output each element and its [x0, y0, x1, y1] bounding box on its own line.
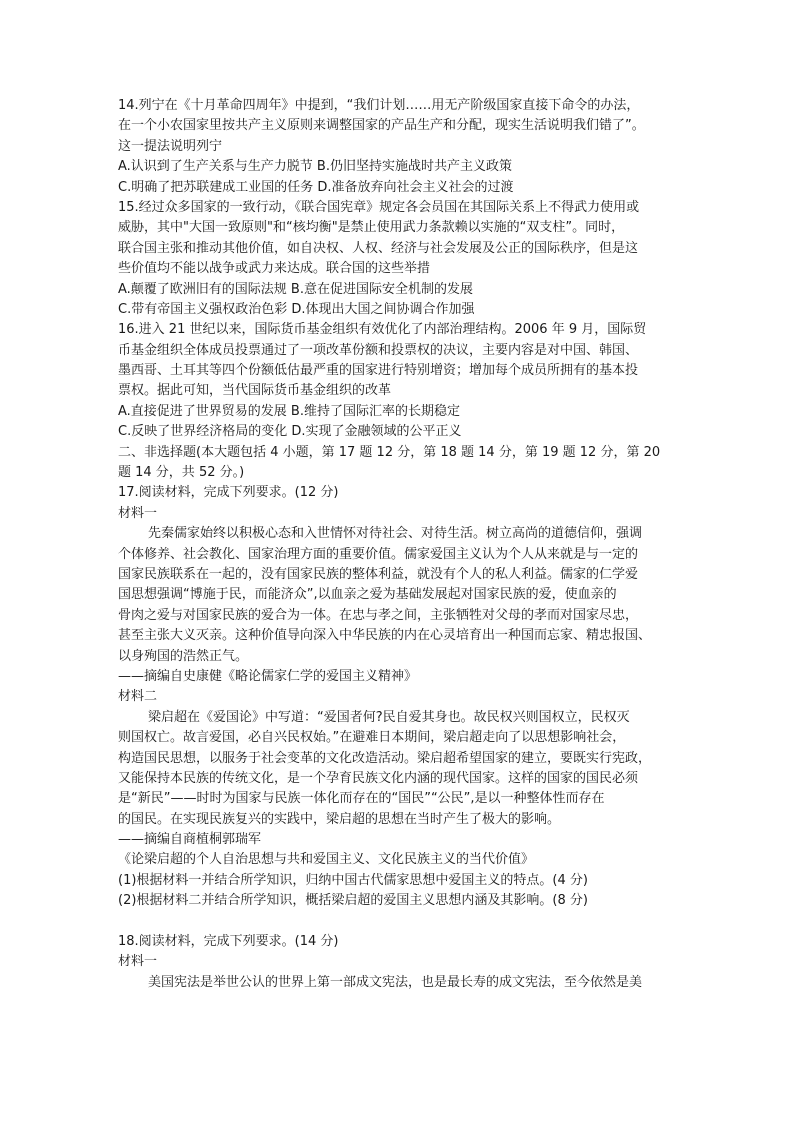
blank-line [118, 912, 678, 932]
question-14 [118, 96, 678, 198]
q14-stem-line: 在一个小农国家里按共产主义原则来调整国家的产品生产和分配，现实生活说明我们错了”。 [118, 118, 645, 134]
q16-options-ab: A.直接促进了世界贸易的发展 B.维持了国际汇率的长期稳定 [118, 403, 460, 419]
q15-stem-line: 15.经过众多国家的一致行动，《联合国宪章》规定各会员国在其国际关系上不得武力使用或 [118, 199, 640, 215]
question-18 [118, 932, 678, 993]
section-heading-line: 题 14 分，共 52 分。) [118, 465, 245, 481]
q16-options-cd: C.反映了世界经济格局的变化 D.实现了金融领域的公平正义 [118, 424, 462, 440]
q14-options-cd: C.明确了把苏联建成工业国的任务 D.准备放弃向社会主义社会的过渡 [118, 179, 514, 195]
q17-material-1-line: 甚至主张大义灭亲。这种价值导向深入中华民族的内在心灵培育出一种国而忘家、精忠报国、 [118, 628, 652, 644]
q17-material-2-source: 《论梁启超的个人自治思想与共和爱国主义、文化民族主义的当代价值》 [118, 852, 535, 868]
q18-intro: 18.阅读材料，完成下列要求。(14 分) [118, 934, 339, 950]
q17-sub-question-1: (1)根据材料一并结合所学知识，归纳中国古代儒家思想中爱国主义的特点。(4 分) [118, 872, 588, 888]
q15-stem-line: 联合国主张和推动其他价值，如自决权、人权、经济与社会发展及公正的国际秩序，但是这 [118, 240, 639, 256]
q17-material-1-line: 国思想强调“博施于民，而能济众”,以血亲之爱为基础发展起对国家民族的爱，使血亲的 [118, 587, 617, 603]
q17-material-1-line: 先秦儒家始终以积极心态和入世情怀对待社会、对待生活。树立高尚的道德信仰，强调 [148, 526, 643, 542]
q17-material-2-line: 是“新民”——时时为国家与民族一体化而存在的“国民”“公民”,是以一种整体性而存在 [118, 791, 605, 807]
q14-stem-line: 14.列宁在《十月革命四周年》中提到，“我们计划……用无产阶级国家直接下命令的办法， [118, 98, 640, 113]
q15-options-cd: C.带有帝国主义强权政治色彩 D.体现出大国之间协调合作加强 [118, 301, 475, 317]
q17-material-2-line: 的国民。在实现民族复兴的实践中，梁启超的思想在当时产生了极大的影响。 [118, 811, 561, 827]
q17-material-1-label: 材料一 [118, 505, 158, 521]
q17-material-1-line: 以身殉国的浩然正气。 [118, 648, 249, 664]
q17-material-1-line: 骨肉之爱与对国家民族的爱合为一体。在忠与孝之间，主张牺牲对父母的孝而对国家尽忠， [118, 607, 639, 623]
q17-material-2-line: 梁启超在《爱国论》中写道：“爱国者何?民自爱其身也。故民权兴则国权立，民权灭 [148, 709, 630, 725]
section-heading-line: 二、非选择题(本大题包括 4 小题，第 17 题 12 分，第 18 题 14 分，第 19 题 12 分，第 20 [118, 444, 661, 460]
q17-material-2-line: 构造国民思想，以服务于社会变革的文化改造活动。梁启超希望国家的建立，要既实行宪政， [118, 750, 652, 766]
q17-material-2-line: 又能保持本民族的传统文化，是一个孕育民族文化内涵的现代国家。这样的国家的国民必须 [118, 770, 639, 786]
q17-material-2-label: 材料二 [118, 689, 158, 705]
q17-material-1-source: ——摘编自史康健《略论儒家仁学的爱国主义精神》 [118, 668, 418, 684]
q17-sub-question-2: (2)根据材料二并结合所学知识，概括梁启超的爱国主义思想内涵及其影响。(8 分) [118, 893, 588, 909]
q17-material-2-line: 则国权亡。故言爱国，必自兴民权始。”在避难日本期间，梁启超走向了以思想影响社会， [118, 730, 626, 746]
q15-stem-line: 些价值均不能以战争或武力来达成。联合国的这些举措 [118, 261, 431, 277]
q18-material-1-label: 材料一 [118, 954, 158, 970]
question-15 [118, 198, 678, 320]
q16-stem-line: 币基金组织全体成员投票通过了一项改革份额和投票权的决议，主要内容是对中国、韩国、 [118, 342, 639, 358]
q17-intro: 17.阅读材料，完成下列要求。(12 分) [118, 485, 339, 501]
q15-options-ab: A.颠覆了欧洲旧有的国际法规 B.意在促进国际安全机制的发展 [118, 281, 473, 297]
question-17 [118, 483, 678, 911]
q15-stem-line: 威胁，其中"大国一致原则"和“核均衡"是禁止使用武力条款赖以实施的“双支柱”。同时， [118, 220, 625, 236]
q17-material-2-source: ——摘编自商植桐郭瑞军 [118, 832, 262, 848]
q16-stem-line: 票权。据此可知，当代国际货币基金组织的改革 [118, 383, 392, 399]
q14-stem-line: 这一提法说明列宁 [118, 138, 223, 154]
q17-material-1-line: 个体修养、社会教化、国家治理方面的重要价值。儒家爱国主义认为个人从来就是与一定的 [118, 546, 639, 562]
question-16 [118, 320, 678, 442]
q16-stem-line: 墨西哥、土耳其等四个份额低估最严重的国家进行特别增资；增加每个成员所拥有的基本投 [118, 363, 639, 379]
exam-page [118, 96, 678, 993]
q14-options-ab: A.认识到了生产关系与生产力脱节 B.仍旧坚持实施战时共产主义政策 [118, 159, 512, 175]
section-2-heading [118, 443, 678, 484]
q18-material-1-line: 美国宪法是举世公认的世界上第一部成文宪法，也是最长寿的成文宪法，至今依然是美 [148, 974, 643, 990]
q16-stem-line: 16.进入 21 世纪以来，国际货币基金组织有效优化了内部治理结构。2006 年 9 月，国际贸 [118, 322, 647, 338]
q17-material-1-line: 国家民族联系在一起的，没有国家民族的整体利益，就没有个人的私人利益。儒家的仁学爱 [118, 566, 639, 582]
